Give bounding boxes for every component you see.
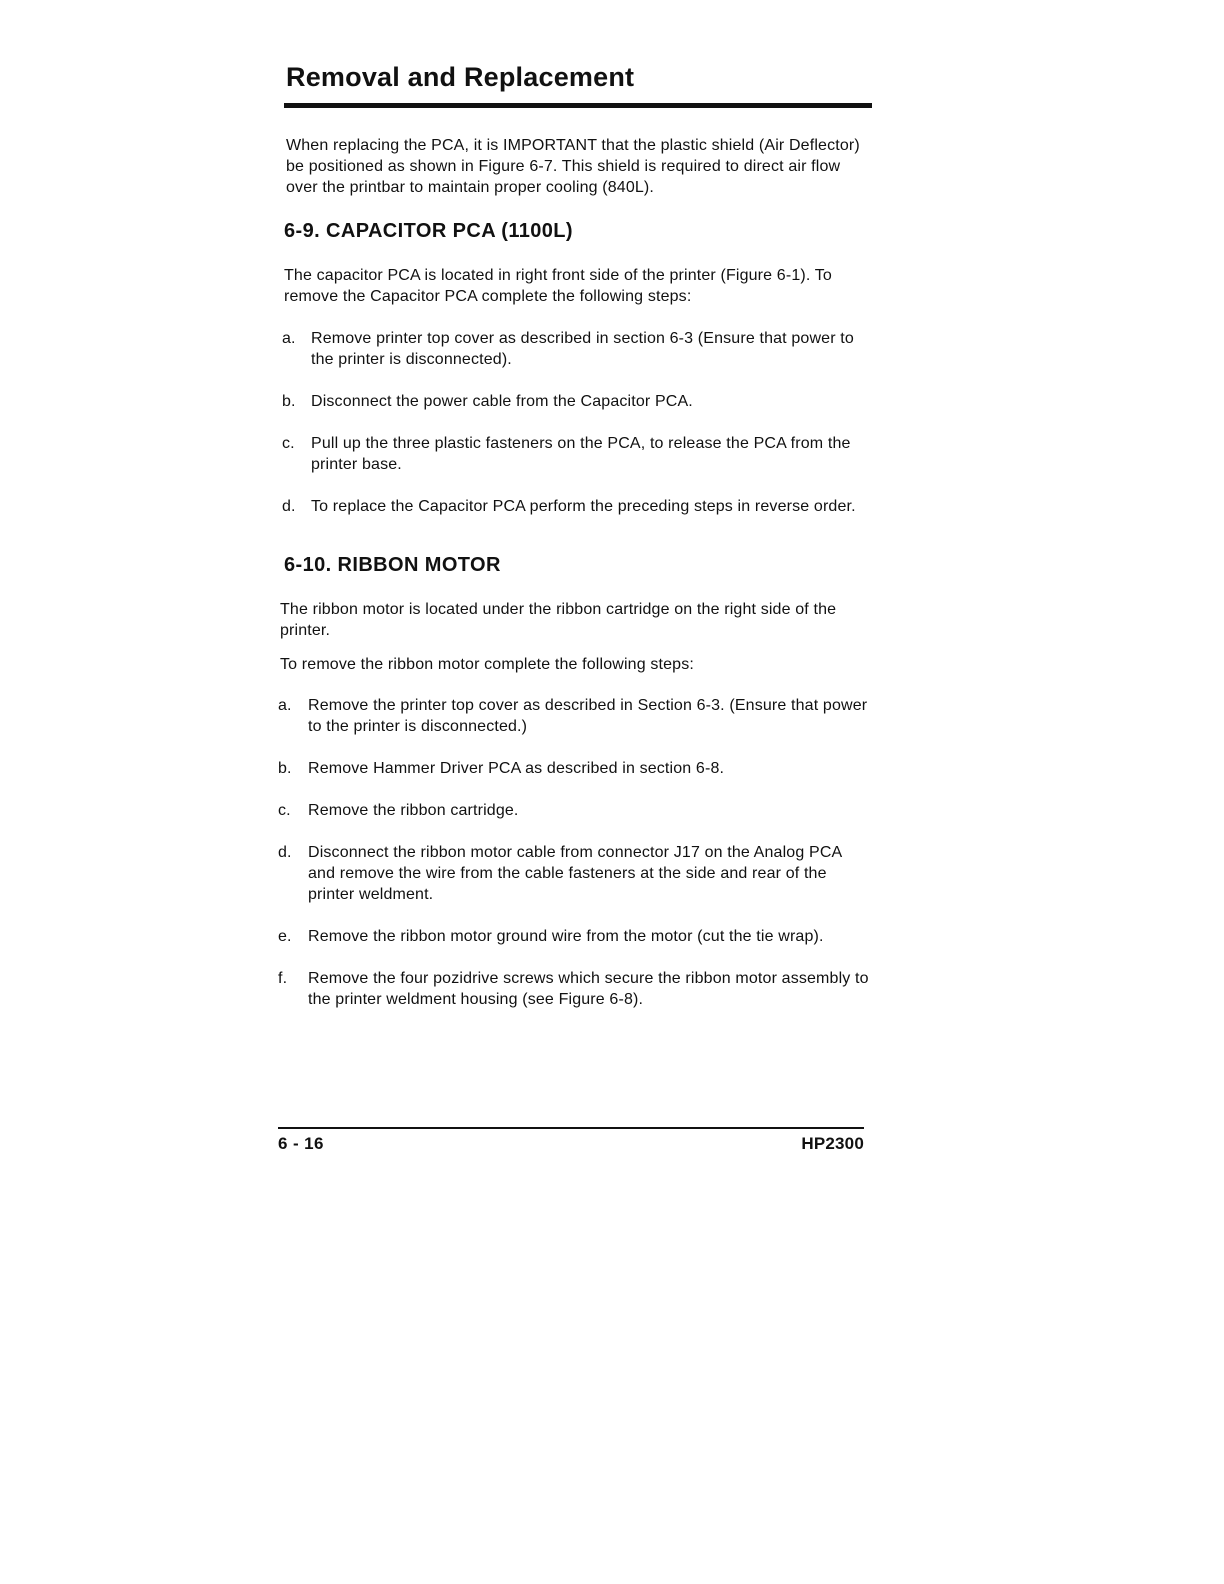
step-letter: b.	[282, 393, 296, 410]
list-item	[280, 968, 870, 1010]
list-item	[280, 758, 870, 779]
step-letter: e.	[278, 928, 292, 945]
step-text: Pull up the three plastic fasteners on the PCA, to release the PCA from the printer base.	[311, 435, 851, 473]
capacitor-steps-list	[280, 328, 870, 517]
step-letter: d.	[282, 498, 296, 515]
step-letter: f.	[278, 970, 288, 987]
step-text: To replace the Capacitor PCA perform the preceding steps in reverse order.	[311, 498, 856, 515]
step-letter: b.	[278, 760, 292, 777]
section-heading-ribbon-motor: 6-10. RIBBON MOTOR	[284, 554, 501, 576]
ribbon-steps-list	[280, 695, 870, 1010]
step-text: Remove the ribbon motor ground wire from the motor (cut the tie wrap).	[308, 928, 824, 945]
capacitor-intro-paragraph: The capacitor PCA is located in right front side of the printer (Figure 6-1). To remove the Capacitor PCA complete the following steps:	[284, 267, 832, 305]
list-item	[280, 842, 870, 905]
ribbon-steps-intro: To remove the ribbon motor complete the following steps:	[280, 656, 694, 673]
step-text: Remove Hammer Driver PCA as described in section 6-8.	[308, 760, 725, 777]
step-letter: c.	[278, 802, 291, 819]
model-name: HP2300	[801, 1134, 864, 1153]
footer-divider	[278, 1127, 864, 1129]
list-item	[280, 800, 870, 821]
step-text: Disconnect the ribbon motor cable from connector J17 on the Analog PCA and remove the wire from the cable fasteners at the side and rear of the printer weldment.	[308, 844, 842, 903]
step-text: Remove the printer top cover as described in Section 6-3. (Ensure that power to the printer is disconnected.)	[308, 697, 868, 735]
document-page	[280, 62, 870, 1010]
title-divider	[284, 103, 872, 108]
list-item	[280, 328, 870, 370]
list-item	[280, 496, 870, 517]
ribbon-intro-paragraph: The ribbon motor is located under the ribbon cartridge on the right side of the printer.	[280, 601, 837, 639]
step-letter: d.	[278, 844, 292, 861]
step-text: Remove the four pozidrive screws which secure the ribbon motor assembly to the printer weldment housing (see Figure 6-8).	[308, 970, 869, 1008]
step-text: Remove the ribbon cartridge.	[308, 802, 519, 819]
step-letter: c.	[282, 435, 295, 452]
list-item	[280, 391, 870, 412]
intro-paragraph: When replacing the PCA, it is IMPORTANT that the plastic shield (Air Deflector) be positioned as shown in Figure 6-7. This shield is required to direct air flow over the printbar to maintain proper cooling (840L).	[286, 137, 860, 196]
list-item	[280, 695, 870, 737]
page-title: Removal and Replacement	[286, 62, 635, 92]
section-heading-capacitor-pca: 6-9. CAPACITOR PCA (1100L)	[284, 220, 573, 242]
page-number: 6 - 16	[278, 1134, 324, 1153]
step-letter: a.	[282, 330, 296, 347]
list-item	[280, 926, 870, 947]
step-text: Disconnect the power cable from the Capacitor PCA.	[311, 393, 693, 410]
step-text: Remove printer top cover as described in section 6-3 (Ensure that power to the printer is disconnected).	[311, 330, 854, 368]
step-letter: a.	[278, 697, 292, 714]
list-item	[280, 433, 870, 475]
